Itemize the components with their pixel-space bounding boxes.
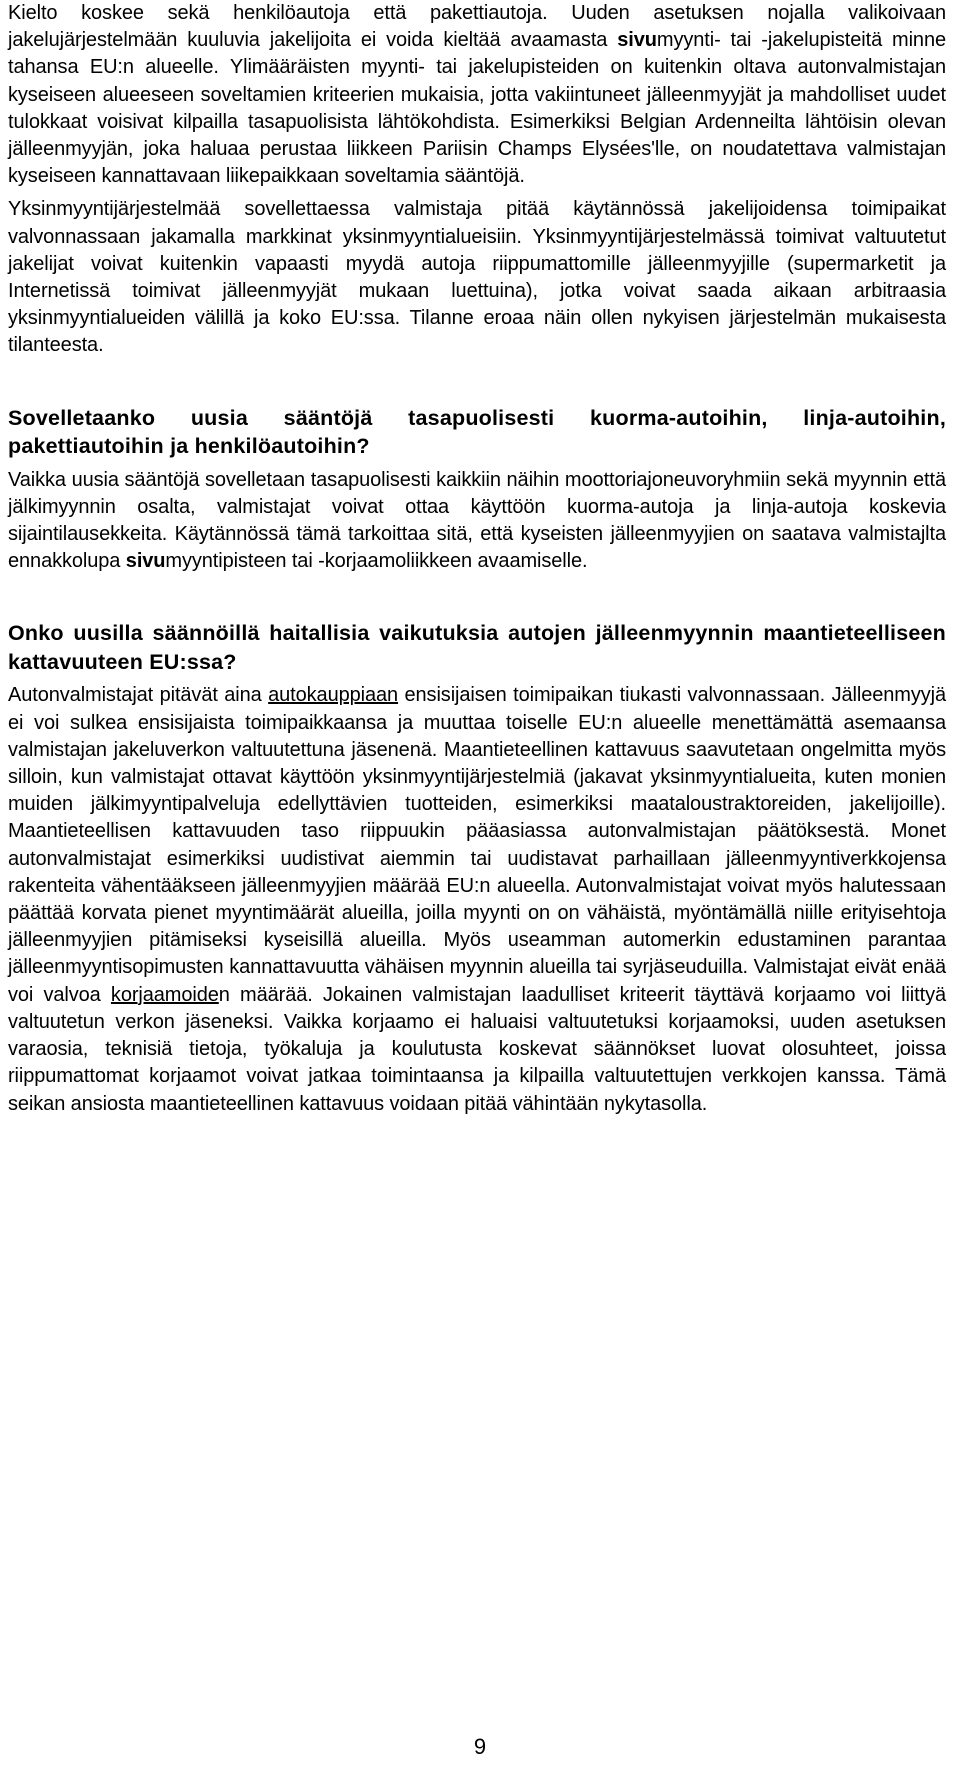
text-run: ensisijaisen toimipaikan tiukasti valvonnassaan. Jälleenmyyjä ei voi sulkea ensisijaista toimipaikkaansa ja muuttaa toiselle EU:n alueelle menettämättä asemaansa valmistajan jakeluverkon valtuutettuna jäsenenä. Maantieteellinen kattavuus saavutetaan ongelmitta myös silloin, kun valmistajat ottavat käyttöön yksinmyyntijärjestelmiä (jakavat yksinmyyntialueita, kuten monien muiden jälkimyyntipalveluja edellyttävien tuotteiden, esimerkiksi maataloustraktoreiden, jakelijoille). Maantieteellisen kattavuuden taso riippuukin pääasiassa autonvalmistajan päätöksestä. Monet autonvalmistajat esimerkiksi uudistivat aiemmin tai uudistavat parhaillaan jälleenmyyntiverkkojensa rakenteita vähentääkseen jälleenmyyjien määrää EU:n alueella. Autonvalmistajat voivat myös halutessaan päättää korvata pienet myyntimäärät alueilla, joilla myynti on on vähäistä, myöntämällä niille erityisehtoja jälleenmyyjien pitämiseksi kyseisillä alueilla. Myös useamman automerkin edustaminen parantaa jälleenmyyntisopimusten kannattavuutta vähäisen myynnin alueilla tai syrjäseuduilla. Valmistajat eivät enää voi valvoa	[8, 684, 946, 1006]
paragraph-distribution-outlets	[8, 0, 946, 190]
bold-text: sivu	[617, 29, 657, 52]
text-run: Vaikka uusia sääntöjä sovelletaan tasapuolisesti kaikkiin näihin moottoriajoneuvoryhmiin sekä myynnin että jälkimyynnin osalta, valmistajat voivat ottaa käyttöön kuorma-autoja ja linja-autoja koskevia sijaintilausekkeita. Käytännössä tämä tarkoittaa sitä, että kyseisten jälleenmyyjien on saatava valmistajlta ennakkolupa	[8, 468, 946, 573]
text-run: n määrää. Jokainen valmistajan laadulliset kriteerit täyttävä korjaamo voi liittyä valtuutetun verkon jäseneksi. Vaikka korjaamo ei haluaisi valtuutetuksi korjaamoksi, uuden asetuksen varaosia, teknisiä tietoja, työkaluja ja koulutusta koskevat säännökset luovat olosuhteet, joissa riippumattomat korjaamot voivat jatkaa toimintaansa ja kilpailla valtuutettujen verkkojen kanssa. Tämä seikan ansiosta maantieteellinen kattavuus voidaan pitää vähintään nykytasolla.	[8, 983, 946, 1115]
paragraph-geographic-coverage	[8, 682, 946, 1117]
underlined-text: autokauppiaan	[268, 684, 399, 707]
document-page	[8, 0, 946, 1118]
page-number: 9	[473, 1734, 487, 1759]
paragraph-vehicle-categories	[8, 467, 946, 576]
text-run: Kielto koskee sekä henkilöautoja että pakettiautoja. Uuden asetuksen nojalla valikoivaan jakelujärjestelmään kuuluvia jakelijoita ei voida kieltää avaamasta	[8, 2, 946, 52]
text-run: myyntipisteen tai -korjaamoliikkeen avaamiselle.	[165, 550, 588, 573]
bold-text: sivu	[125, 550, 166, 573]
text-run: Autonvalmistajat pitävät aina	[8, 684, 269, 707]
section-heading-equal-application: Sovelletaanko uusia sääntöjä tasapuolisesti kuorma-autoihin, linja-autoihin, pakettiautoihin ja henkilöautoihin?	[8, 405, 946, 459]
section-heading-geographic-coverage: Onko uusilla säännöillä haitallisia vaikutuksia autojen jälleenmyynnin maantieteelliseen kattavuuteen EU:ssa?	[8, 621, 946, 674]
paragraph-exclusive-distribution: Yksinmyyntijärjestelmää sovellettaessa valmistaja pitää käytännössä jakelijoidensa toimipaikat valvonnassaan jakamalla markkinat yksinmyyntialueisiin. Yksinmyyntijärjestelmässä toimivat valtuutetut jakelijat voivat kuitenkin vapaasti myydä autoja riippumattomille jälleenmyyjille (supermarketit ja Internetissä toimivat jälleenmyyjät mukaan luettuina), jotka voivat saada aikaan arbitraasia yksinmyyntialueiden välillä ja koko EU:ssa. Tilanne eroaa näin ollen nykyisen järjestelmän mukaisesta tilanteesta.	[8, 198, 946, 357]
underlined-text: korjaamoide	[110, 983, 219, 1006]
text-run: myynti- tai -jakelupisteitä minne tahansa EU:n alueelle. Ylimääräisten myynti- tai jakelupisteiden on kuitenkin oltava autonvalmistajan kyseiseen alueeseen soveltamien kriteerien mukaisia, jotta vakiintuneet jälleenmyyjät ja mahdolliset uudet tulokkaat voisivat kilpailla tasapuolisista lähtökohdista. Esimerkiksi Belgian Ardenneilta lähtöisin olevan jälleenmyyjän, joka haluaa perustaa liikkeen Pariisin Champs Elysées'lle, on noudatettava valmistajan kyseiseen kannattavaan liikepaikkaan soveltamia sääntöjä.	[8, 29, 946, 188]
